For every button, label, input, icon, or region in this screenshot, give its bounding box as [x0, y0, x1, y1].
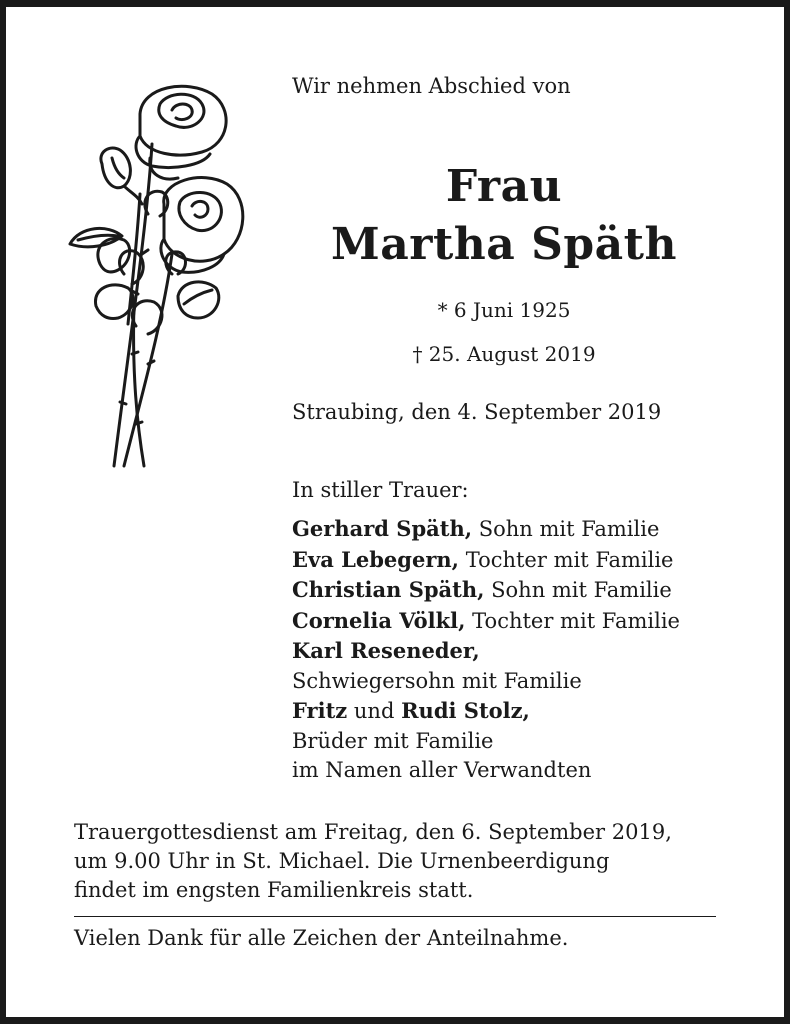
mourner-relation: Sohn mit Familie [491, 578, 672, 602]
mourner-relation: im Namen aller Verwandten [292, 758, 592, 782]
mourner-name: Rudi Stolz, [401, 698, 530, 723]
mourner-row [292, 667, 680, 697]
mourner-name: Eva Lebegern, [292, 546, 459, 572]
mourner-row [292, 514, 680, 545]
mourner-relation: Tochter mit Familie [472, 608, 680, 633]
mourning-heading: In stiller Trauer: [292, 478, 469, 502]
name-full: Martha Späth [331, 219, 677, 270]
place-date: Straubing, den 4. September 2019 [292, 400, 662, 424]
mourner-row [292, 575, 680, 606]
mourner-row [292, 606, 680, 637]
thanks-text: Vielen Dank für alle Zeichen der Anteilnahme. [74, 926, 569, 950]
mourner-relation: Schwiegersohn mit Familie [292, 668, 582, 693]
mourner-name: Christian Späth, [292, 577, 485, 602]
mourner-row [292, 727, 680, 757]
mourner-relation: Tochter mit Familie [465, 547, 674, 572]
rose-bouquet-icon [52, 74, 252, 474]
mourner-row [292, 756, 680, 786]
mourners-list [292, 514, 680, 786]
mourner-conjunction: und [353, 699, 395, 723]
birth-date: * 6 Juni 1925 [437, 298, 571, 322]
mourner-relation: Sohn mit Familie [478, 517, 660, 541]
mourner-name: Gerhard Späth, [292, 516, 473, 541]
deceased-name [292, 158, 716, 274]
mourner-name: Karl Reseneder, [292, 638, 480, 663]
mourner-row [292, 545, 680, 576]
service-line: um 9.00 Uhr in St. Michael. Die Urnenbeerdigung [74, 849, 610, 873]
mourner-row [292, 696, 680, 727]
service-line: findet im engsten Familienkreis statt. [74, 878, 474, 902]
mourner-relation: Brüder mit Familie [292, 728, 494, 753]
service-line: Trauergottesdienst am Freitag, den 6. September 2019, [74, 820, 672, 844]
mourner-name: Fritz [292, 698, 348, 723]
intro-text: Wir nehmen Abschied von [292, 74, 571, 98]
mourner-name: Cornelia Völkl, [292, 607, 466, 633]
life-dates [292, 288, 716, 376]
mourner-row [292, 636, 680, 667]
death-date: † 25. August 2019 [412, 342, 596, 366]
service-info [74, 818, 716, 905]
divider [74, 916, 716, 917]
name-title: Frau [445, 161, 563, 212]
